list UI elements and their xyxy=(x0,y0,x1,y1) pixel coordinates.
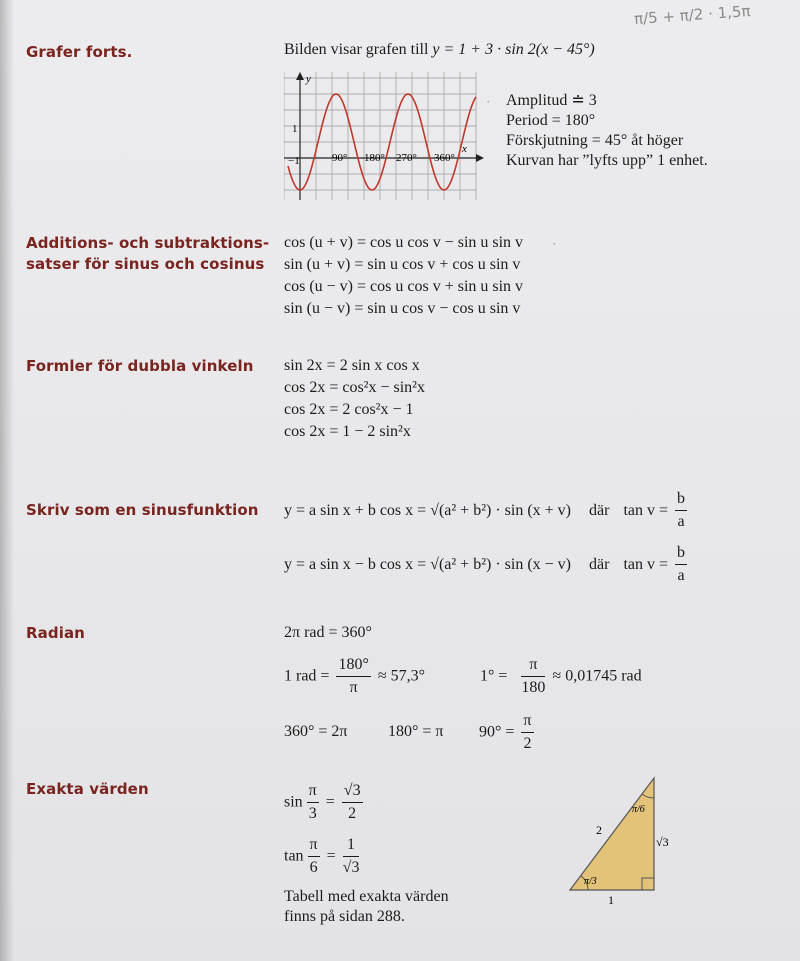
fact-amplitude: Amplitud ≐ 3 xyxy=(506,92,597,109)
rad-rhs: ≈ 57,3° xyxy=(377,667,426,685)
radian-eq-180: 180° = π xyxy=(388,723,444,740)
exact-tan-lhs: tan xyxy=(284,847,304,865)
exact-sin-lhs: sin xyxy=(284,793,303,811)
x-tick-360: 360° xyxy=(434,152,455,164)
fraction-numerator: b xyxy=(675,488,687,511)
exact-tan-eq: = xyxy=(326,847,336,865)
fraction-denominator: 3 xyxy=(308,805,317,822)
formula-sin-2x: sin 2x = 2 sin x cos x xyxy=(284,357,420,374)
x-tick-90: 90° xyxy=(332,152,348,164)
fraction-numerator: 1 xyxy=(343,834,360,857)
exact-tan-value xyxy=(343,834,360,879)
fraction-denominator: π xyxy=(349,679,358,696)
exact-tan-pi-6 xyxy=(284,834,362,879)
exact-sin-value xyxy=(342,780,363,825)
sine-form-plus-dar: där xyxy=(589,501,610,519)
fraction-denominator: 6 xyxy=(309,859,318,876)
fraction-denominator: a xyxy=(677,513,685,530)
formula-cos-sum: cos (u + v) = cos u cos v − sin u sin v xyxy=(284,234,524,251)
table-note-line1: Tabell med exakta värden xyxy=(284,888,449,905)
y-tick-1: 1 xyxy=(292,123,298,135)
triangle-shape xyxy=(570,778,654,890)
heading-exact-values: Exakta värden xyxy=(26,780,149,798)
sine-form-plus xyxy=(284,488,690,533)
eq3-lhs: 90° = xyxy=(479,723,515,741)
graph-intro-text: Bilden visar grafen till xyxy=(284,41,429,58)
rad-lhs: 1 rad = xyxy=(284,667,330,685)
fraction-denominator: √3 xyxy=(342,859,360,876)
heading-double-angle: Formler för dubbla vinkeln xyxy=(26,357,254,375)
heading-radian: Radian xyxy=(26,624,85,642)
exact-sin-arg xyxy=(307,780,319,825)
x-axis-label: x xyxy=(462,143,467,155)
y-axis-arrow xyxy=(296,72,304,80)
fraction-denominator: 2 xyxy=(523,735,532,752)
deg-fraction xyxy=(521,654,545,699)
exact-sin-eq: = xyxy=(325,793,335,811)
deg-rhs: ≈ 0,01745 rad xyxy=(552,667,642,685)
sine-form-plus-fraction xyxy=(675,488,687,533)
fact-shift: Förskjutning = 45° åt höger xyxy=(506,132,684,149)
radian-full-circle: 2π rad = 360° xyxy=(284,624,372,641)
fraction-numerator: √3 xyxy=(342,780,363,803)
x-tick-180: 180° xyxy=(364,152,385,164)
fraction-denominator: 180 xyxy=(521,679,546,696)
fraction-denominator: 2 xyxy=(348,805,357,822)
pencil-mark: · xyxy=(552,236,557,251)
fraction-numerator: π xyxy=(308,834,320,857)
y-axis-label: y xyxy=(306,73,311,85)
heading-additions-line2: satser för sinus och cosinus xyxy=(26,255,265,273)
table-note-line2: finns på sidan 288. xyxy=(284,908,405,925)
exact-tan-arg xyxy=(308,834,320,879)
exact-values-triangle xyxy=(556,770,676,904)
triangle-hyp-label: 2 xyxy=(596,823,602,837)
page-edge-shadow xyxy=(0,0,14,961)
y-tick-neg1: −1 xyxy=(288,155,300,167)
heading-additions-line1: Additions- och subtraktions- xyxy=(26,234,270,252)
graph-formula: y = 1 + 3 · sin 2(x − 45°) xyxy=(432,41,595,58)
heading-sine-function: Skriv som en sinusfunktion xyxy=(26,501,259,519)
formula-cos-2x-c: cos 2x = 1 − 2 sin²x xyxy=(284,423,411,440)
radian-eq-90 xyxy=(479,710,537,755)
fraction-numerator: π xyxy=(521,710,533,733)
fraction-numerator: b xyxy=(675,542,687,565)
fraction-numerator: 180° xyxy=(336,654,370,677)
radian-eq-360: 360° = 2π xyxy=(284,723,348,740)
triangle-top-angle: π/6 xyxy=(632,804,645,815)
fact-lift: Kurvan har ”lyfts upp” 1 enhet. xyxy=(506,152,708,169)
sine-form-plus-tan: tan v = xyxy=(623,501,669,519)
sine-graph xyxy=(284,72,490,200)
fraction-numerator: π xyxy=(307,780,319,803)
formula-sin-diff: sin (u − v) = sin u cos v − cos u sin v xyxy=(284,300,521,317)
sine-form-plus-main: y = a sin x + b cos x = √(a² + b²) · sin (x + v) xyxy=(284,501,572,519)
deg-lhs: 1° = xyxy=(480,667,508,685)
heading-grafer: Grafer forts. xyxy=(26,43,133,61)
graph-intro xyxy=(284,40,595,60)
pencil-mark: · xyxy=(486,94,491,109)
formula-cos-2x-a: cos 2x = cos²x − sin²x xyxy=(284,379,425,396)
formula-cos-2x-b: cos 2x = 2 cos²x − 1 xyxy=(284,401,414,418)
sine-form-minus-fraction xyxy=(675,542,687,587)
fraction-numerator: π xyxy=(521,654,545,677)
radian-to-degree xyxy=(284,654,425,699)
fact-period: Period = 180° xyxy=(506,112,596,129)
sine-form-minus-dar: där xyxy=(589,555,610,573)
sine-form-minus-main: y = a sin x − b cos x = √(a² + b²) · sin (x − v) xyxy=(284,555,572,573)
degree-to-radian xyxy=(480,654,642,699)
handwritten-note: π/5 + π/2 · 1,5π xyxy=(633,1,752,29)
formula-cos-diff: cos (u − v) = cos u cos v + sin u sin v xyxy=(284,278,524,295)
eq3-fraction xyxy=(521,710,533,755)
rad-fraction xyxy=(336,654,370,699)
triangle-opp-label: √3 xyxy=(656,835,669,849)
sine-form-minus xyxy=(284,542,690,587)
triangle-bottom-angle: π/3 xyxy=(584,876,597,887)
x-axis-arrow xyxy=(476,154,484,162)
triangle-base-label: 1 xyxy=(608,893,614,904)
exact-sin-pi-3 xyxy=(284,780,366,825)
formula-sin-sum: sin (u + v) = sin u cos v + cos u sin v xyxy=(284,256,521,273)
fraction-denominator: a xyxy=(677,567,685,584)
sine-form-minus-tan: tan v = xyxy=(623,555,669,573)
x-tick-270: 270° xyxy=(396,152,417,164)
